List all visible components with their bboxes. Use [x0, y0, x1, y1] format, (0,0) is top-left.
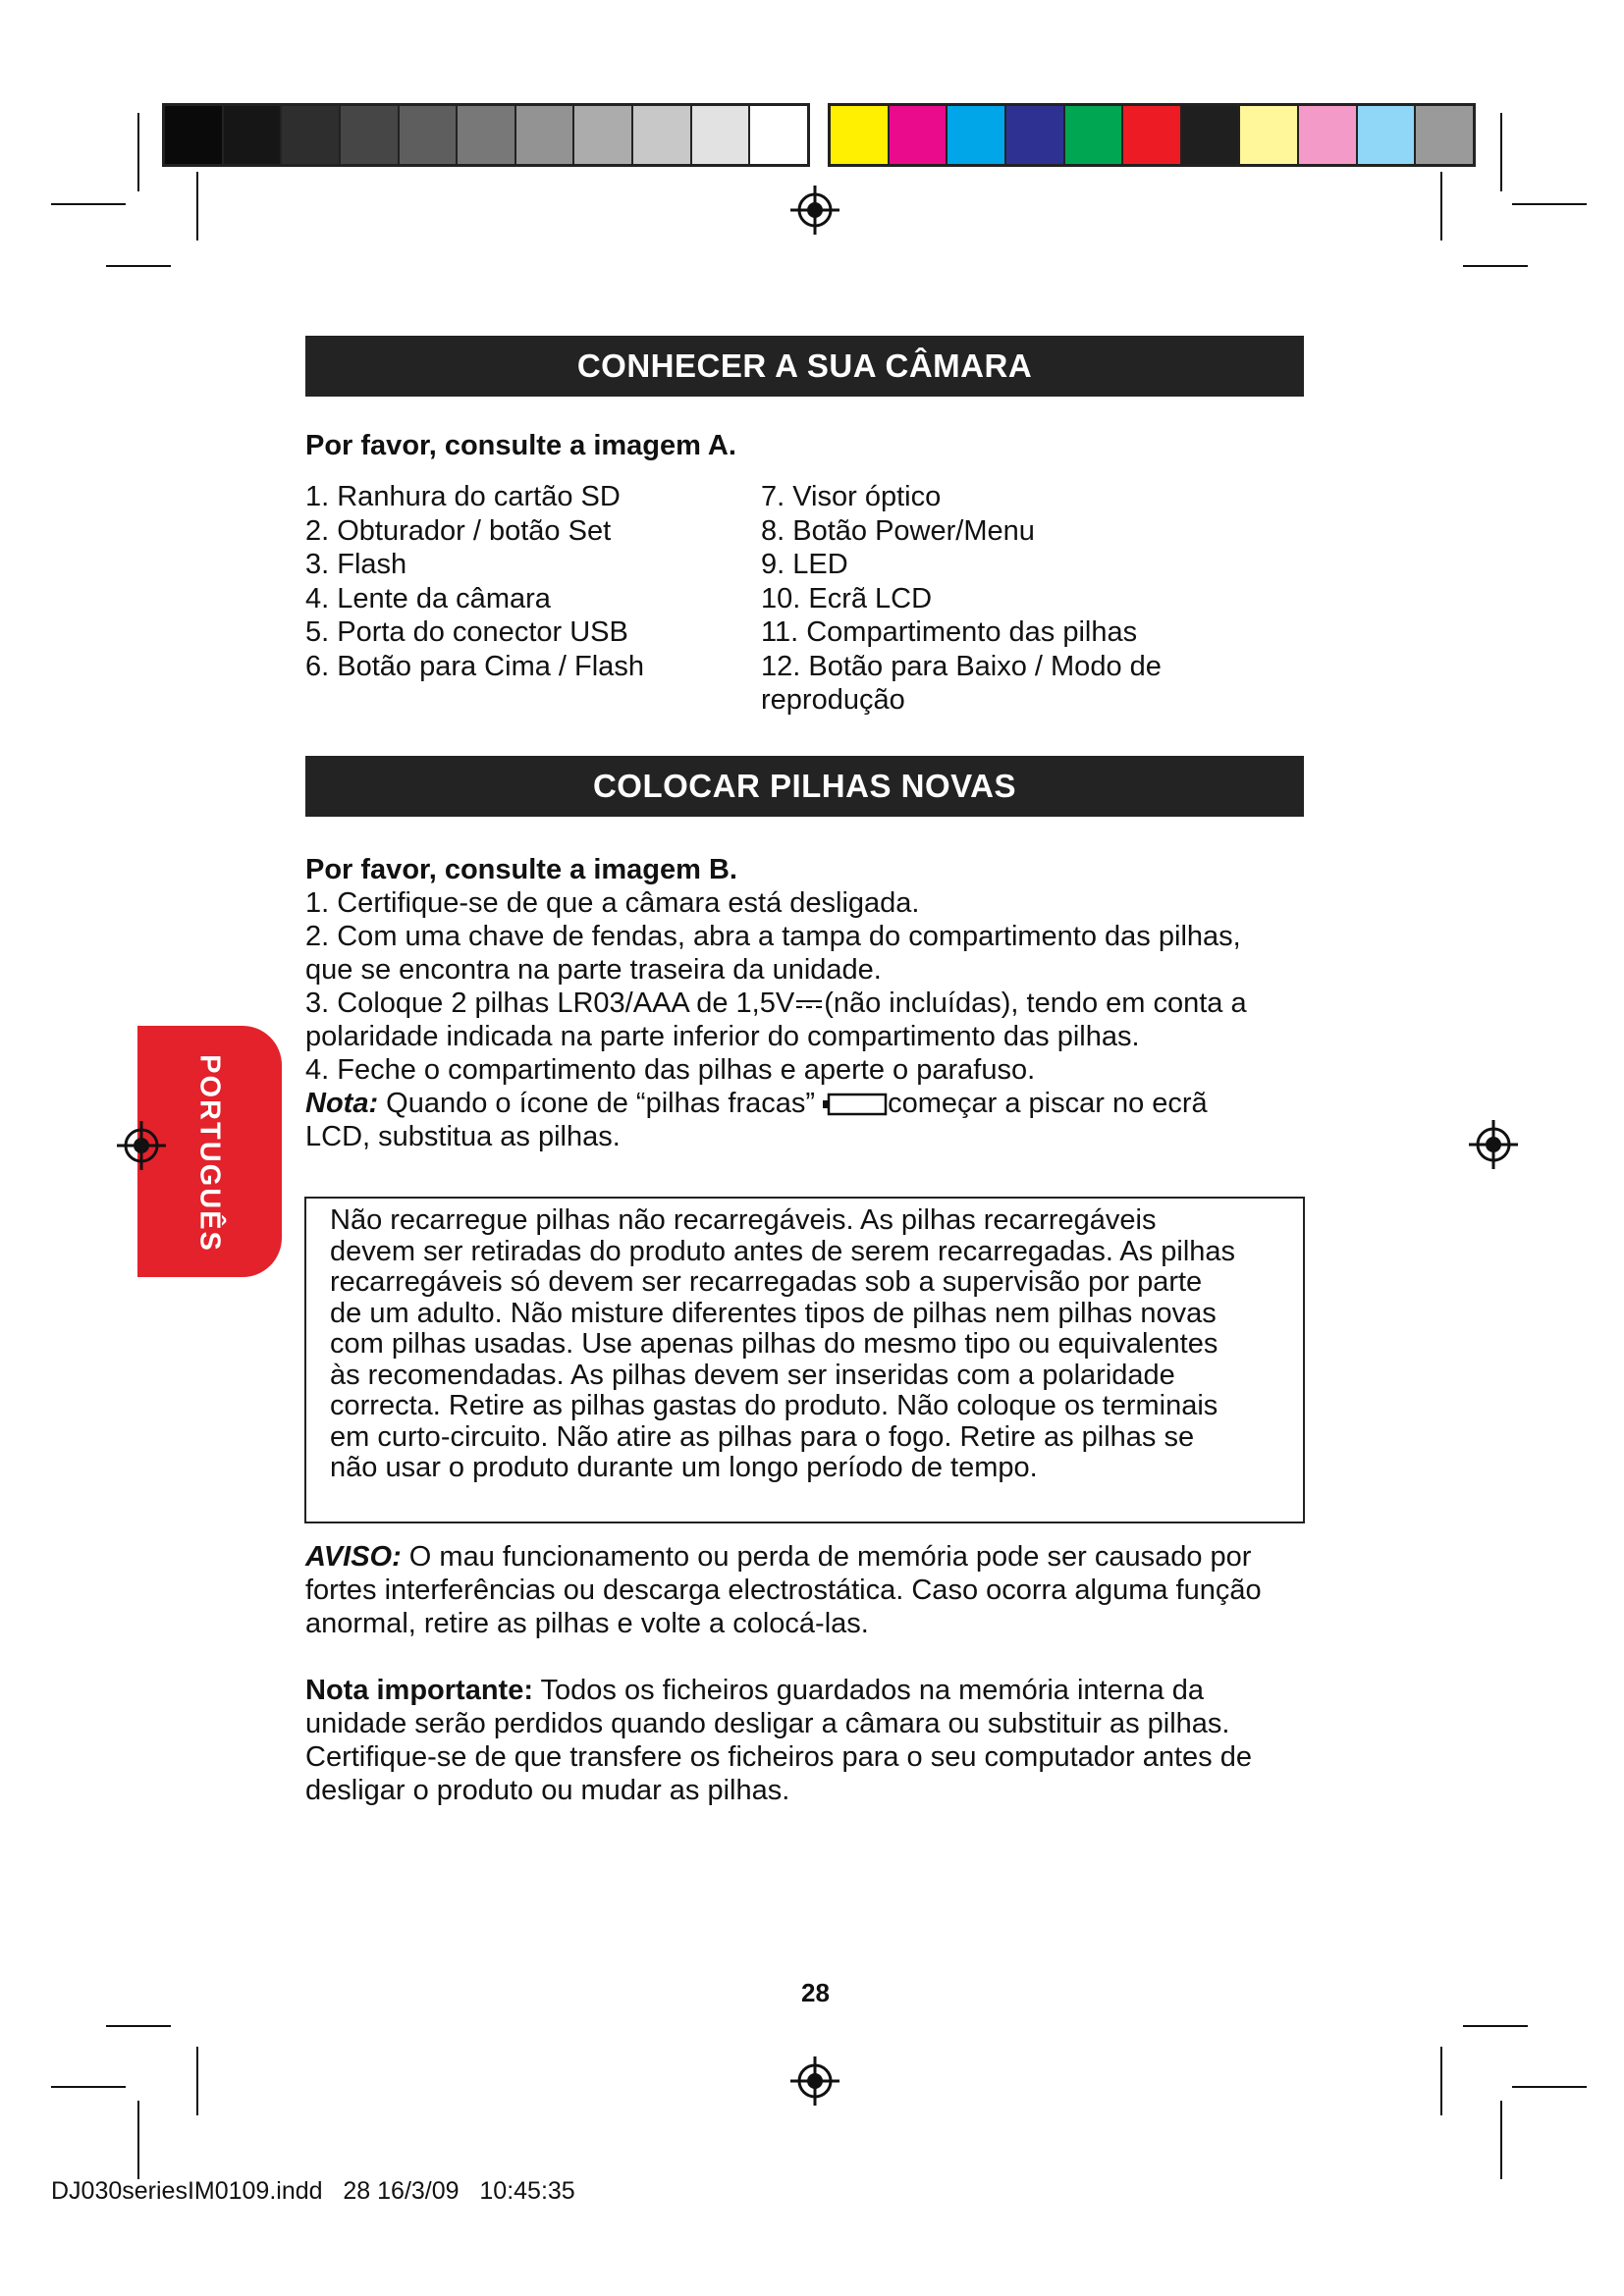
- color-swatch: [165, 106, 224, 164]
- warning-line: às recomendadas. As pilhas devem ser inseridas com a polaridade: [330, 1359, 1175, 1391]
- warning-line: correcta. Retire as pilhas gastas do produto. Não coloque os terminais: [330, 1390, 1218, 1421]
- warning-line: de um adulto. Não misture diferentes tipos de pilhas nem pilhas novas: [330, 1297, 1217, 1329]
- crop-mark: [1463, 265, 1528, 267]
- list-item: 2. Obturador / botão Set: [305, 514, 612, 547]
- color-swatch: [516, 106, 575, 164]
- warning-line: em curto-circuito. Não atire as pilhas para o fogo. Retire as pilhas se: [330, 1420, 1195, 1453]
- aviso-label: AVISO:: [305, 1541, 402, 1573]
- nota-importante-label: Nota importante:: [305, 1675, 533, 1706]
- color-swatch: [890, 106, 948, 164]
- crop-mark: [106, 265, 171, 267]
- crop-mark: [137, 113, 139, 191]
- warning-line: Não recarregue pilhas não recarregáveis. As pilhas recarregáveis: [330, 1204, 1157, 1236]
- crop-mark: [196, 2047, 198, 2115]
- nota-importante-line: Certifique-se de que transfere os ficheiros para o seu computador antes de: [305, 1741, 1252, 1773]
- crop-mark: [1440, 2047, 1442, 2115]
- crop-mark: [196, 172, 198, 240]
- nota-importante-line: unidade serão perdidos quando desligar a câmara ou substituir as pilhas.: [305, 1708, 1230, 1739]
- step-text: 4. Feche o compartimento das pilhas e aperte o parafuso.: [305, 1054, 1036, 1086]
- note-label: Nota:: [305, 1088, 379, 1119]
- list-item: 5. Porta do conector USB: [305, 616, 628, 648]
- crop-mark: [1512, 2086, 1587, 2088]
- warning-line: não usar o produto durante um longo período de tempo.: [330, 1452, 1038, 1483]
- list-item: 4. Lente da câmara: [305, 582, 551, 614]
- color-swatch: [1006, 106, 1065, 164]
- list-item: 9. LED: [761, 549, 848, 580]
- note-text-part: começar a piscar no ecrã: [888, 1088, 1208, 1119]
- color-swatch: [831, 106, 890, 164]
- page-number: 28: [801, 1978, 830, 2007]
- step-text: polaridade indicada na parte inferior do compartimento das pilhas.: [305, 1021, 1140, 1052]
- crop-mark: [1500, 2101, 1502, 2179]
- color-swatch: [282, 106, 341, 164]
- crop-mark: [51, 203, 126, 205]
- color-swatch: [692, 106, 751, 164]
- color-swatch: [574, 106, 633, 164]
- color-swatch: [1240, 106, 1299, 164]
- list-item: 8. Botão Power/Menu: [761, 514, 1035, 547]
- parts-list-right: [761, 480, 1162, 718]
- list-item: reprodução: [761, 684, 905, 716]
- list-item: 6. Botão para Cima / Flash: [305, 650, 644, 682]
- aviso-line: fortes interferências ou descarga electrostática. Caso ocorra alguma função: [305, 1575, 1262, 1606]
- step-text: que se encontra na parte traseira da unidade.: [305, 954, 882, 986]
- nota-importante-line: desligar o produto ou mudar as pilhas.: [305, 1775, 790, 1806]
- crop-mark: [1512, 203, 1587, 205]
- section-title: CONHECER A SUA CÂMARA: [576, 347, 1033, 384]
- registration-target-icon: [115, 1119, 168, 1172]
- list-item: 11. Compartimento das pilhas: [761, 616, 1138, 648]
- dc-symbol-icon: [794, 994, 824, 1014]
- registration-target-icon: [1467, 1118, 1520, 1171]
- color-swatch: [400, 106, 459, 164]
- section-title-bar: [305, 756, 1304, 817]
- crop-mark: [137, 2101, 139, 2179]
- list-item: 1. Ranhura do cartão SD: [305, 481, 621, 512]
- step-text-part: (não incluídas), tendo em conta a: [824, 988, 1247, 1019]
- warning-line: com pilhas usadas. Use apenas pilhas do mesmo tipo ou equivalentes: [330, 1328, 1218, 1360]
- crop-mark: [1463, 2025, 1528, 2027]
- section-title: COLOCAR PILHAS NOVAS: [592, 768, 1017, 804]
- warning-line: devem ser retiradas do produto antes de serem recarregadas. As pilhas: [330, 1235, 1236, 1267]
- nota-importante-paragraph: [305, 1674, 1252, 1807]
- note-text: LCD, substitua as pilhas.: [305, 1121, 621, 1152]
- section-intro: Por favor, consulte a imagem A.: [305, 430, 736, 461]
- step-text: [305, 987, 1247, 1020]
- note-text-part: Quando o ícone de “pilhas fracas”: [378, 1088, 824, 1119]
- crop-mark: [51, 2086, 126, 2088]
- color-swatch: [1123, 106, 1182, 164]
- nota-importante-line: Todos os ficheiros guardados na memória interna da: [533, 1675, 1204, 1706]
- step-text-part: 3. Coloque 2 pilhas LR03/AAA de 1,5V: [305, 988, 795, 1019]
- list-item: 7. Visor óptico: [761, 481, 942, 512]
- registration-target-icon: [788, 2055, 841, 2108]
- crop-mark: [106, 2025, 171, 2027]
- color-swatch: [947, 106, 1006, 164]
- list-item: 3. Flash: [305, 549, 407, 580]
- low-battery-icon: [823, 1092, 888, 1117]
- warning-text: [330, 1205, 1235, 1484]
- parts-list-left: [305, 480, 644, 683]
- color-swatch: [1358, 106, 1417, 164]
- cmyk-color-bar: [828, 103, 1476, 167]
- print-slug-footer: DJ030seriesIM0109.indd 28 16/3/09 10:45:35: [51, 2177, 575, 2205]
- aviso-paragraph: [305, 1540, 1262, 1640]
- aviso-line: O mau funcionamento ou perda de memória pode ser causado por: [401, 1541, 1252, 1573]
- step-text: 2. Com uma chave de fendas, abra a tampa do compartimento das pilhas,: [305, 921, 1241, 952]
- section-intro: Por favor, consulte a imagem B.: [305, 854, 737, 885]
- gray-color-bar: [162, 103, 810, 167]
- step-text: 1. Certifique-se de que a câmara está desligada.: [305, 887, 920, 919]
- list-item: 10. Ecrã LCD: [761, 582, 933, 614]
- color-swatch: [750, 106, 807, 164]
- warning-line: recarregáveis só devem ser recarregadas sob a supervisão por parte: [330, 1266, 1203, 1298]
- color-swatch: [224, 106, 283, 164]
- color-swatch: [1182, 106, 1241, 164]
- color-swatch: [1416, 106, 1473, 164]
- registration-target-icon: [788, 184, 841, 237]
- color-swatch: [1299, 106, 1358, 164]
- section-title-bar: [305, 336, 1304, 397]
- color-swatch: [1065, 106, 1124, 164]
- color-swatch: [458, 106, 516, 164]
- note-text: [305, 1087, 1208, 1120]
- aviso-line: anormal, retire as pilhas e volte a colocá-las.: [305, 1608, 869, 1639]
- crop-mark: [1440, 172, 1442, 240]
- crop-mark: [1500, 113, 1502, 191]
- list-item: 12. Botão para Baixo / Modo de: [761, 650, 1162, 682]
- language-tab-label: PORTUGUÊS: [193, 1054, 226, 1253]
- color-swatch: [633, 106, 692, 164]
- color-swatch: [341, 106, 400, 164]
